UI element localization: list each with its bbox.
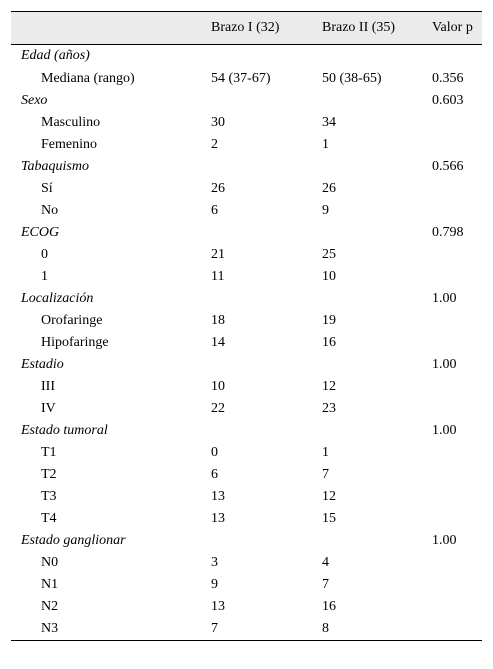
table-row bbox=[11, 178, 482, 200]
section-arm-1-cell bbox=[211, 156, 322, 178]
section-p-value: 1.00 bbox=[432, 356, 457, 372]
row-label: 1 bbox=[41, 268, 48, 284]
p-value bbox=[432, 574, 482, 596]
table-section-row bbox=[11, 90, 482, 112]
row-label: N1 bbox=[41, 576, 59, 592]
arm-1-value: 6 bbox=[211, 202, 218, 218]
table-row bbox=[11, 486, 482, 508]
table-row bbox=[11, 442, 482, 464]
p-value bbox=[432, 398, 482, 420]
arm-2-value: 25 bbox=[322, 246, 336, 262]
row-label: N0 bbox=[41, 554, 59, 570]
row-label: IV bbox=[41, 400, 56, 416]
arm-1-value: 13 bbox=[211, 488, 225, 504]
table-section-row bbox=[11, 156, 482, 178]
section-arm-2-cell bbox=[322, 44, 432, 68]
section-arm-1-cell bbox=[211, 530, 322, 552]
arm-2-value: 16 bbox=[322, 598, 336, 614]
arm-2-value: 23 bbox=[322, 400, 336, 416]
section-p-value: 0.566 bbox=[432, 158, 464, 174]
row-label: T1 bbox=[41, 444, 57, 460]
arm-2-value: 12 bbox=[322, 378, 336, 394]
section-arm-2-cell bbox=[322, 354, 432, 376]
table-row bbox=[11, 574, 482, 596]
table-body bbox=[11, 44, 482, 640]
arm-1-value: 6 bbox=[211, 466, 218, 482]
arm-1-value: 13 bbox=[211, 510, 225, 526]
p-value bbox=[432, 200, 482, 222]
arm-1-value: 18 bbox=[211, 312, 225, 328]
p-value bbox=[432, 310, 482, 332]
section-p-value: 1.00 bbox=[432, 532, 457, 548]
p-value bbox=[432, 178, 482, 200]
arm-1-value: 9 bbox=[211, 576, 218, 592]
arm-1-value: 21 bbox=[211, 246, 225, 262]
row-label: N3 bbox=[41, 620, 59, 636]
arm-2-value: 10 bbox=[322, 268, 336, 284]
section-label: Localización bbox=[21, 290, 94, 306]
section-label: Tabaquismo bbox=[21, 158, 89, 174]
section-label: Estadio bbox=[21, 356, 64, 372]
section-arm-1-cell bbox=[211, 288, 322, 310]
arm-1-value: 22 bbox=[211, 400, 225, 416]
arm-1-value: 13 bbox=[211, 598, 225, 614]
header-p-value: Valor p bbox=[432, 12, 482, 44]
section-label: Sexo bbox=[21, 92, 48, 108]
arm-1-value: 7 bbox=[211, 620, 218, 636]
section-arm-1-cell bbox=[211, 222, 322, 244]
table-row bbox=[11, 398, 482, 420]
arm-1-value: 0 bbox=[211, 444, 218, 460]
section-arm-1-cell bbox=[211, 420, 322, 442]
section-arm-2-cell bbox=[322, 222, 432, 244]
table-row bbox=[11, 244, 482, 266]
table-row bbox=[11, 552, 482, 574]
p-value bbox=[432, 552, 482, 574]
table-row bbox=[11, 464, 482, 486]
row-label: 0 bbox=[41, 246, 48, 262]
section-label: ECOG bbox=[21, 224, 60, 240]
arm-1-value: 14 bbox=[211, 334, 225, 350]
arm-2-value: 16 bbox=[322, 334, 336, 350]
arm-1-value: 3 bbox=[211, 554, 218, 570]
p-value bbox=[432, 442, 482, 464]
table-section-row bbox=[11, 354, 482, 376]
table-row bbox=[11, 68, 482, 90]
section-p-value: 0.798 bbox=[432, 224, 464, 240]
table-section-row bbox=[11, 44, 482, 68]
arm-2-value: 7 bbox=[322, 576, 329, 592]
arm-2-value: 34 bbox=[322, 114, 336, 130]
arm-1-value: 2 bbox=[211, 136, 218, 152]
arm-2-value: 9 bbox=[322, 202, 329, 218]
table-row bbox=[11, 332, 482, 354]
table-row bbox=[11, 310, 482, 332]
p-value bbox=[432, 596, 482, 618]
section-arm-2-cell bbox=[322, 156, 432, 178]
row-label: Mediana (rango) bbox=[41, 70, 135, 86]
table-row bbox=[11, 596, 482, 618]
section-label: Edad (años) bbox=[21, 48, 90, 63]
section-arm-1-cell bbox=[211, 44, 322, 68]
table-section-row bbox=[11, 530, 482, 552]
section-arm-2-cell bbox=[322, 90, 432, 112]
row-label: T2 bbox=[41, 466, 57, 482]
p-value bbox=[432, 618, 482, 640]
header-arm-1: Brazo I (32) bbox=[211, 12, 322, 44]
arm-1-value: 10 bbox=[211, 378, 225, 394]
p-value bbox=[432, 376, 482, 398]
table-section-row bbox=[11, 288, 482, 310]
table-row bbox=[11, 266, 482, 288]
table-row bbox=[11, 112, 482, 134]
data-table-container bbox=[11, 11, 482, 641]
table-row bbox=[11, 134, 482, 156]
arm-2-value: 19 bbox=[322, 312, 336, 328]
arm-1-value: 11 bbox=[211, 268, 225, 284]
section-arm-2-cell bbox=[322, 420, 432, 442]
p-value bbox=[432, 244, 482, 266]
row-label: No bbox=[41, 202, 59, 218]
table-row bbox=[11, 618, 482, 640]
p-value: 0.356 bbox=[432, 70, 464, 86]
row-label: T3 bbox=[41, 488, 57, 504]
row-label: Orofaringe bbox=[41, 312, 103, 328]
section-arm-2-cell bbox=[322, 288, 432, 310]
section-arm-2-cell bbox=[322, 530, 432, 552]
row-label: III bbox=[41, 378, 55, 394]
header-empty-cell bbox=[11, 12, 211, 44]
section-label: Estado ganglionar bbox=[21, 532, 126, 548]
arm-2-value: 12 bbox=[322, 488, 336, 504]
p-value bbox=[432, 266, 482, 288]
table-row bbox=[11, 376, 482, 398]
row-label: Hipofaringe bbox=[41, 334, 109, 350]
table-row bbox=[11, 508, 482, 530]
p-value bbox=[432, 508, 482, 530]
arm-2-value: 50 (38-65) bbox=[322, 70, 382, 86]
row-label: T4 bbox=[41, 510, 57, 526]
arm-2-value: 26 bbox=[322, 180, 336, 196]
p-value bbox=[432, 486, 482, 508]
arm-1-value: 54 (37-67) bbox=[211, 70, 271, 86]
section-p-value bbox=[432, 44, 482, 68]
arm-2-value: 4 bbox=[322, 554, 329, 570]
p-value bbox=[432, 112, 482, 134]
row-label: N2 bbox=[41, 598, 59, 614]
p-value bbox=[432, 464, 482, 486]
p-value bbox=[432, 332, 482, 354]
p-value bbox=[432, 134, 482, 156]
section-arm-1-cell bbox=[211, 354, 322, 376]
demographics-table bbox=[11, 12, 482, 640]
row-label: Sí bbox=[41, 180, 53, 196]
header-arm-2: Brazo II (35) bbox=[322, 12, 432, 44]
table-row bbox=[11, 200, 482, 222]
row-label: Femenino bbox=[41, 136, 97, 152]
arm-2-value: 1 bbox=[322, 444, 329, 460]
row-label: Masculino bbox=[41, 114, 101, 130]
arm-2-value: 15 bbox=[322, 510, 336, 526]
arm-2-value: 1 bbox=[322, 136, 329, 152]
section-p-value: 1.00 bbox=[432, 422, 457, 438]
arm-1-value: 26 bbox=[211, 180, 225, 196]
arm-2-value: 7 bbox=[322, 466, 329, 482]
section-p-value: 1.00 bbox=[432, 290, 457, 306]
section-arm-1-cell bbox=[211, 90, 322, 112]
arm-2-value: 8 bbox=[322, 620, 329, 636]
table-section-row bbox=[11, 420, 482, 442]
section-p-value: 0.603 bbox=[432, 92, 464, 108]
section-label: Estado tumoral bbox=[21, 422, 108, 438]
arm-1-value: 30 bbox=[211, 114, 225, 130]
table-section-row bbox=[11, 222, 482, 244]
table-header-row bbox=[11, 12, 482, 44]
